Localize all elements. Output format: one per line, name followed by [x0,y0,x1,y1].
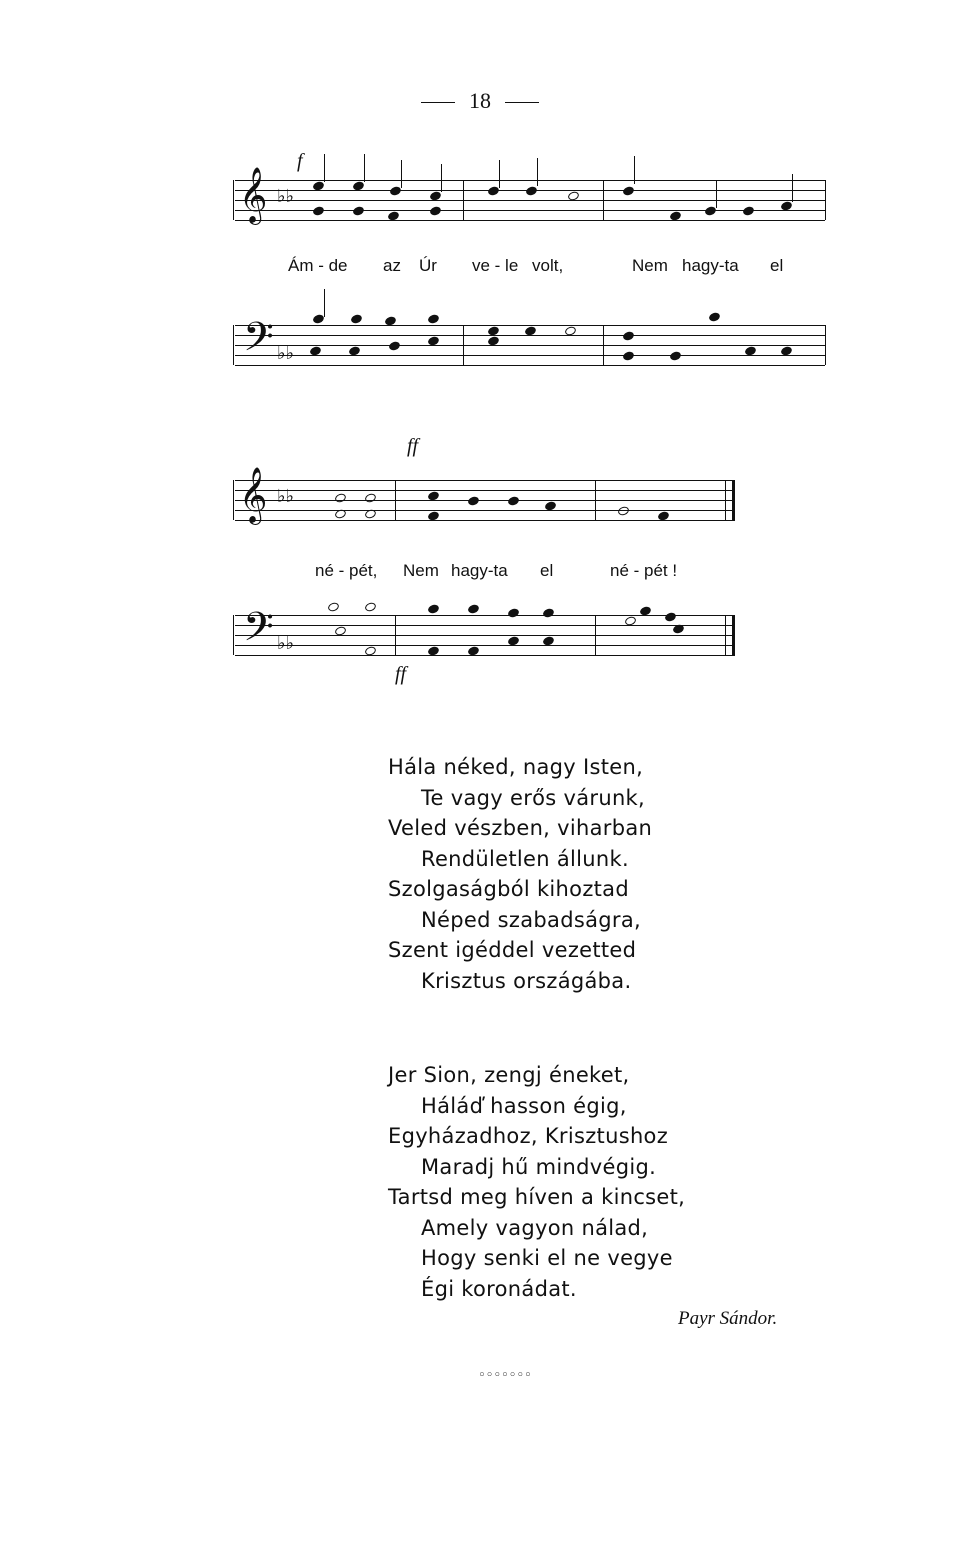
stanza-line: Te vagy erős várunk, [421,785,645,810]
stanza-line: Egyházadhoz, Krisztushoz [388,1124,669,1148]
stanza-line: Égi koronádat. [421,1276,577,1301]
stanza-line: Háláď hasson égig, [421,1093,627,1118]
stanza-line: Hogy senki el ne vegye [421,1246,673,1270]
stanza-line: Rendületlen állunk. [421,846,629,871]
dynamic-fortissimo-top: ff [407,435,419,457]
stanza-line: Szent igéddel vezetted [388,938,637,962]
stanza-line: Maradj hű mindvégig. [421,1154,657,1179]
music-system-2: ff 𝄞 ♭♭ né - pét, Nem hagy-ta el né - pét ! 𝄢 ♭♭ ff [225,435,835,705]
stanza-line: Amely vagyon nálad, [421,1215,649,1240]
stanza-line: Tartsd meg híven a kincset, [388,1185,686,1209]
bass-clef-icon: 𝄢 [243,316,274,369]
dynamic-forte: f [297,150,303,172]
treble-clef-icon: 𝄞 [239,469,268,522]
poem-stanza-1 [388,752,652,996]
page-number: 18 [0,88,960,114]
poem-stanza-2 [388,1060,685,1304]
music-system-1: f 𝄞 ♭♭ Ám - de az Úr ve - le volt, Nem hagy-ta el 𝄢 ♭♭ [225,150,835,400]
stanza-line: Krisztus országába. [421,968,632,993]
ornament-divider: ◦◦◦◦◦◦◦ [478,1368,532,1383]
stanza-line: Jer Sion, zengj éneket, [388,1063,630,1087]
treble-staff: 𝄞 ♭♭ [225,180,825,220]
stanza-line: Veled vészben, viharban [388,816,653,840]
stanza-line: Hála néked, nagy Isten, [388,755,644,779]
stanza-line: Szolgaságból kihoztad [388,877,629,901]
bass-clef-icon: 𝄢 [243,606,274,659]
stanza-line: Néped szabadságra, [421,907,641,932]
treble-clef-icon: 𝄞 [239,169,268,222]
dynamic-fortissimo-bottom: ff [395,663,407,685]
bass-staff: 𝄢 ♭♭ [225,615,735,655]
author-signature: Payr Sándor. [678,1308,778,1329]
treble-staff: 𝄞 ♭♭ [225,480,735,520]
bass-staff: 𝄢 ♭♭ [225,325,825,365]
